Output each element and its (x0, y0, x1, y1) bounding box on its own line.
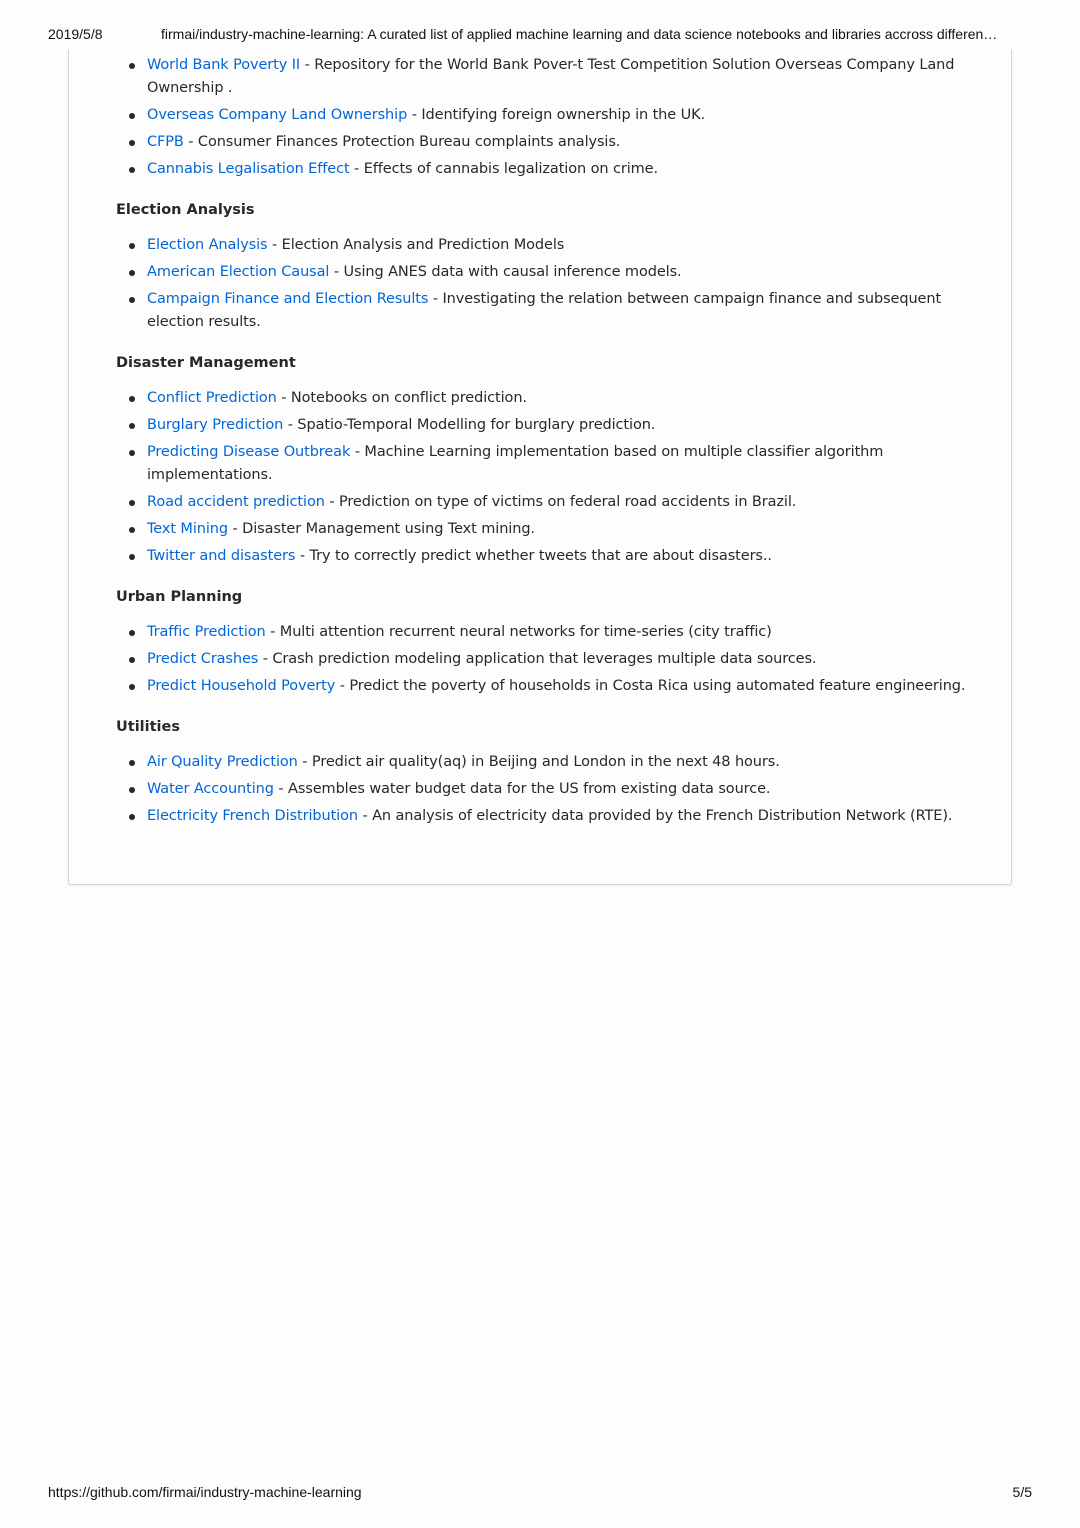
bullet-icon (129, 396, 135, 402)
item-link[interactable]: American Election Causal (147, 264, 330, 280)
item-link[interactable]: Predicting Disease Outbreak (147, 444, 351, 460)
bullet-icon (129, 684, 135, 690)
item-link[interactable]: Twitter and disasters (147, 548, 296, 564)
print-footer (48, 1484, 1032, 1504)
list-item (116, 675, 971, 698)
list-item (116, 158, 971, 181)
list-item (116, 54, 971, 100)
item-link[interactable]: Road accident prediction (147, 494, 325, 510)
item-desc: - Assembles water budget data for the US from existing data source. (273, 781, 771, 797)
list-item (116, 518, 971, 541)
item-link[interactable]: Overseas Company Land Ownership (147, 107, 408, 123)
list-item (116, 491, 971, 514)
list-item (116, 778, 971, 801)
bullet-icon (129, 554, 135, 560)
page-number: 5/5 (1012, 1484, 1032, 1500)
item-link[interactable]: Traffic Prediction (147, 624, 266, 640)
list-item (116, 441, 971, 487)
item-desc: - Prediction on type of victims on federal road accidents in Brazil. (324, 494, 797, 510)
section-heading-urban-planning: Urban Planning (116, 589, 243, 605)
bullet-icon (129, 527, 135, 533)
print-header (48, 26, 1032, 46)
list-item (116, 621, 971, 644)
section-heading-disaster-management: Disaster Management (116, 355, 296, 371)
item-link[interactable]: Conflict Prediction (147, 390, 277, 406)
bullet-icon (129, 297, 135, 303)
item-desc: - Election Analysis and Prediction Models (267, 237, 565, 253)
item-link[interactable]: Water Accounting (147, 781, 274, 797)
section-list (116, 751, 971, 828)
bullet-icon (129, 657, 135, 663)
item-desc: - Effects of cannabis legalization on crime. (349, 161, 658, 177)
item-desc: - Using ANES data with causal inference models. (329, 264, 682, 280)
bullet-icon (129, 167, 135, 173)
section-list (116, 234, 971, 334)
bullet-icon (129, 243, 135, 249)
item-desc: - Identifying foreign ownership in the UK. (407, 107, 706, 123)
section-list (116, 621, 971, 698)
readme-content (116, 54, 971, 832)
print-date: 2019/5/8 (48, 26, 103, 42)
print-url: https://github.com/firmai/industry-machine-learning (48, 1484, 362, 1500)
section-heading-election-analysis: Election Analysis (116, 202, 255, 218)
item-link[interactable]: Predict Crashes (147, 651, 259, 667)
item-desc: - Repository for the World Bank Pover-t Test Competition Solution Overseas Company Land Ownership . (147, 57, 955, 96)
list-item (116, 545, 971, 568)
section-heading-utilities: Utilities (116, 719, 180, 735)
item-link[interactable]: Predict Household Poverty (147, 678, 336, 694)
list-item (116, 414, 971, 437)
bullet-icon (129, 63, 135, 69)
top-list (116, 54, 971, 181)
item-desc: - Investigating the relation between campaign finance and subsequent election results. (147, 291, 942, 330)
item-desc: - Predict the poverty of households in Costa Rica using automated feature engineering. (335, 678, 966, 694)
item-desc: - Crash prediction modeling application that leverages multiple data sources. (258, 651, 817, 667)
item-desc: - Disaster Management using Text mining. (228, 521, 535, 537)
list-item (116, 234, 971, 257)
bullet-icon (129, 270, 135, 276)
bullet-icon (129, 113, 135, 119)
item-link[interactable]: World Bank Poverty II (147, 57, 301, 73)
list-item (116, 387, 971, 410)
item-desc: - An analysis of electricity data provided by the French Distribution Network (RTE). (357, 808, 953, 824)
item-link[interactable]: CFPB (147, 134, 184, 150)
list-item (116, 288, 971, 334)
item-link[interactable]: Election Analysis (147, 237, 268, 253)
item-link[interactable]: Burglary Prediction (147, 417, 284, 433)
item-link[interactable]: Campaign Finance and Election Results (147, 291, 429, 307)
item-desc: - Multi attention recurrent neural networks for time-series (city traffic) (265, 624, 772, 640)
print-page-title: firmai/industry-machine-learning: A curated list of applied machine learning and data science notebooks and libraries accross differen… (161, 26, 998, 42)
bullet-icon (129, 140, 135, 146)
bullet-icon (129, 760, 135, 766)
list-item (116, 648, 971, 671)
list-item (116, 261, 971, 284)
item-link[interactable]: Cannabis Legalisation Effect (147, 161, 350, 177)
item-desc: - Predict air quality(aq) in Beijing and London in the next 48 hours. (297, 754, 780, 770)
item-desc: - Notebooks on conflict prediction. (276, 390, 527, 406)
bullet-icon (129, 814, 135, 820)
item-desc: - Spatio-Temporal Modelling for burglary prediction. (283, 417, 656, 433)
bullet-icon (129, 630, 135, 636)
list-item (116, 104, 971, 127)
item-desc: - Try to correctly predict whether tweets that are about disasters.. (295, 548, 772, 564)
bullet-icon (129, 787, 135, 793)
list-item (116, 751, 971, 774)
section-list (116, 387, 971, 568)
readme-container (68, 50, 1012, 885)
item-desc: - Consumer Finances Protection Bureau complaints analysis. (183, 134, 621, 150)
bullet-icon (129, 423, 135, 429)
item-link[interactable]: Air Quality Prediction (147, 754, 298, 770)
list-item (116, 131, 971, 154)
bullet-icon (129, 450, 135, 456)
bullet-icon (129, 500, 135, 506)
item-desc: - Machine Learning implementation based on multiple classifier algorithm implementations. (147, 444, 884, 483)
list-item (116, 805, 971, 828)
item-link[interactable]: Text Mining (147, 521, 228, 537)
item-link[interactable]: Electricity French Distribution (147, 808, 358, 824)
